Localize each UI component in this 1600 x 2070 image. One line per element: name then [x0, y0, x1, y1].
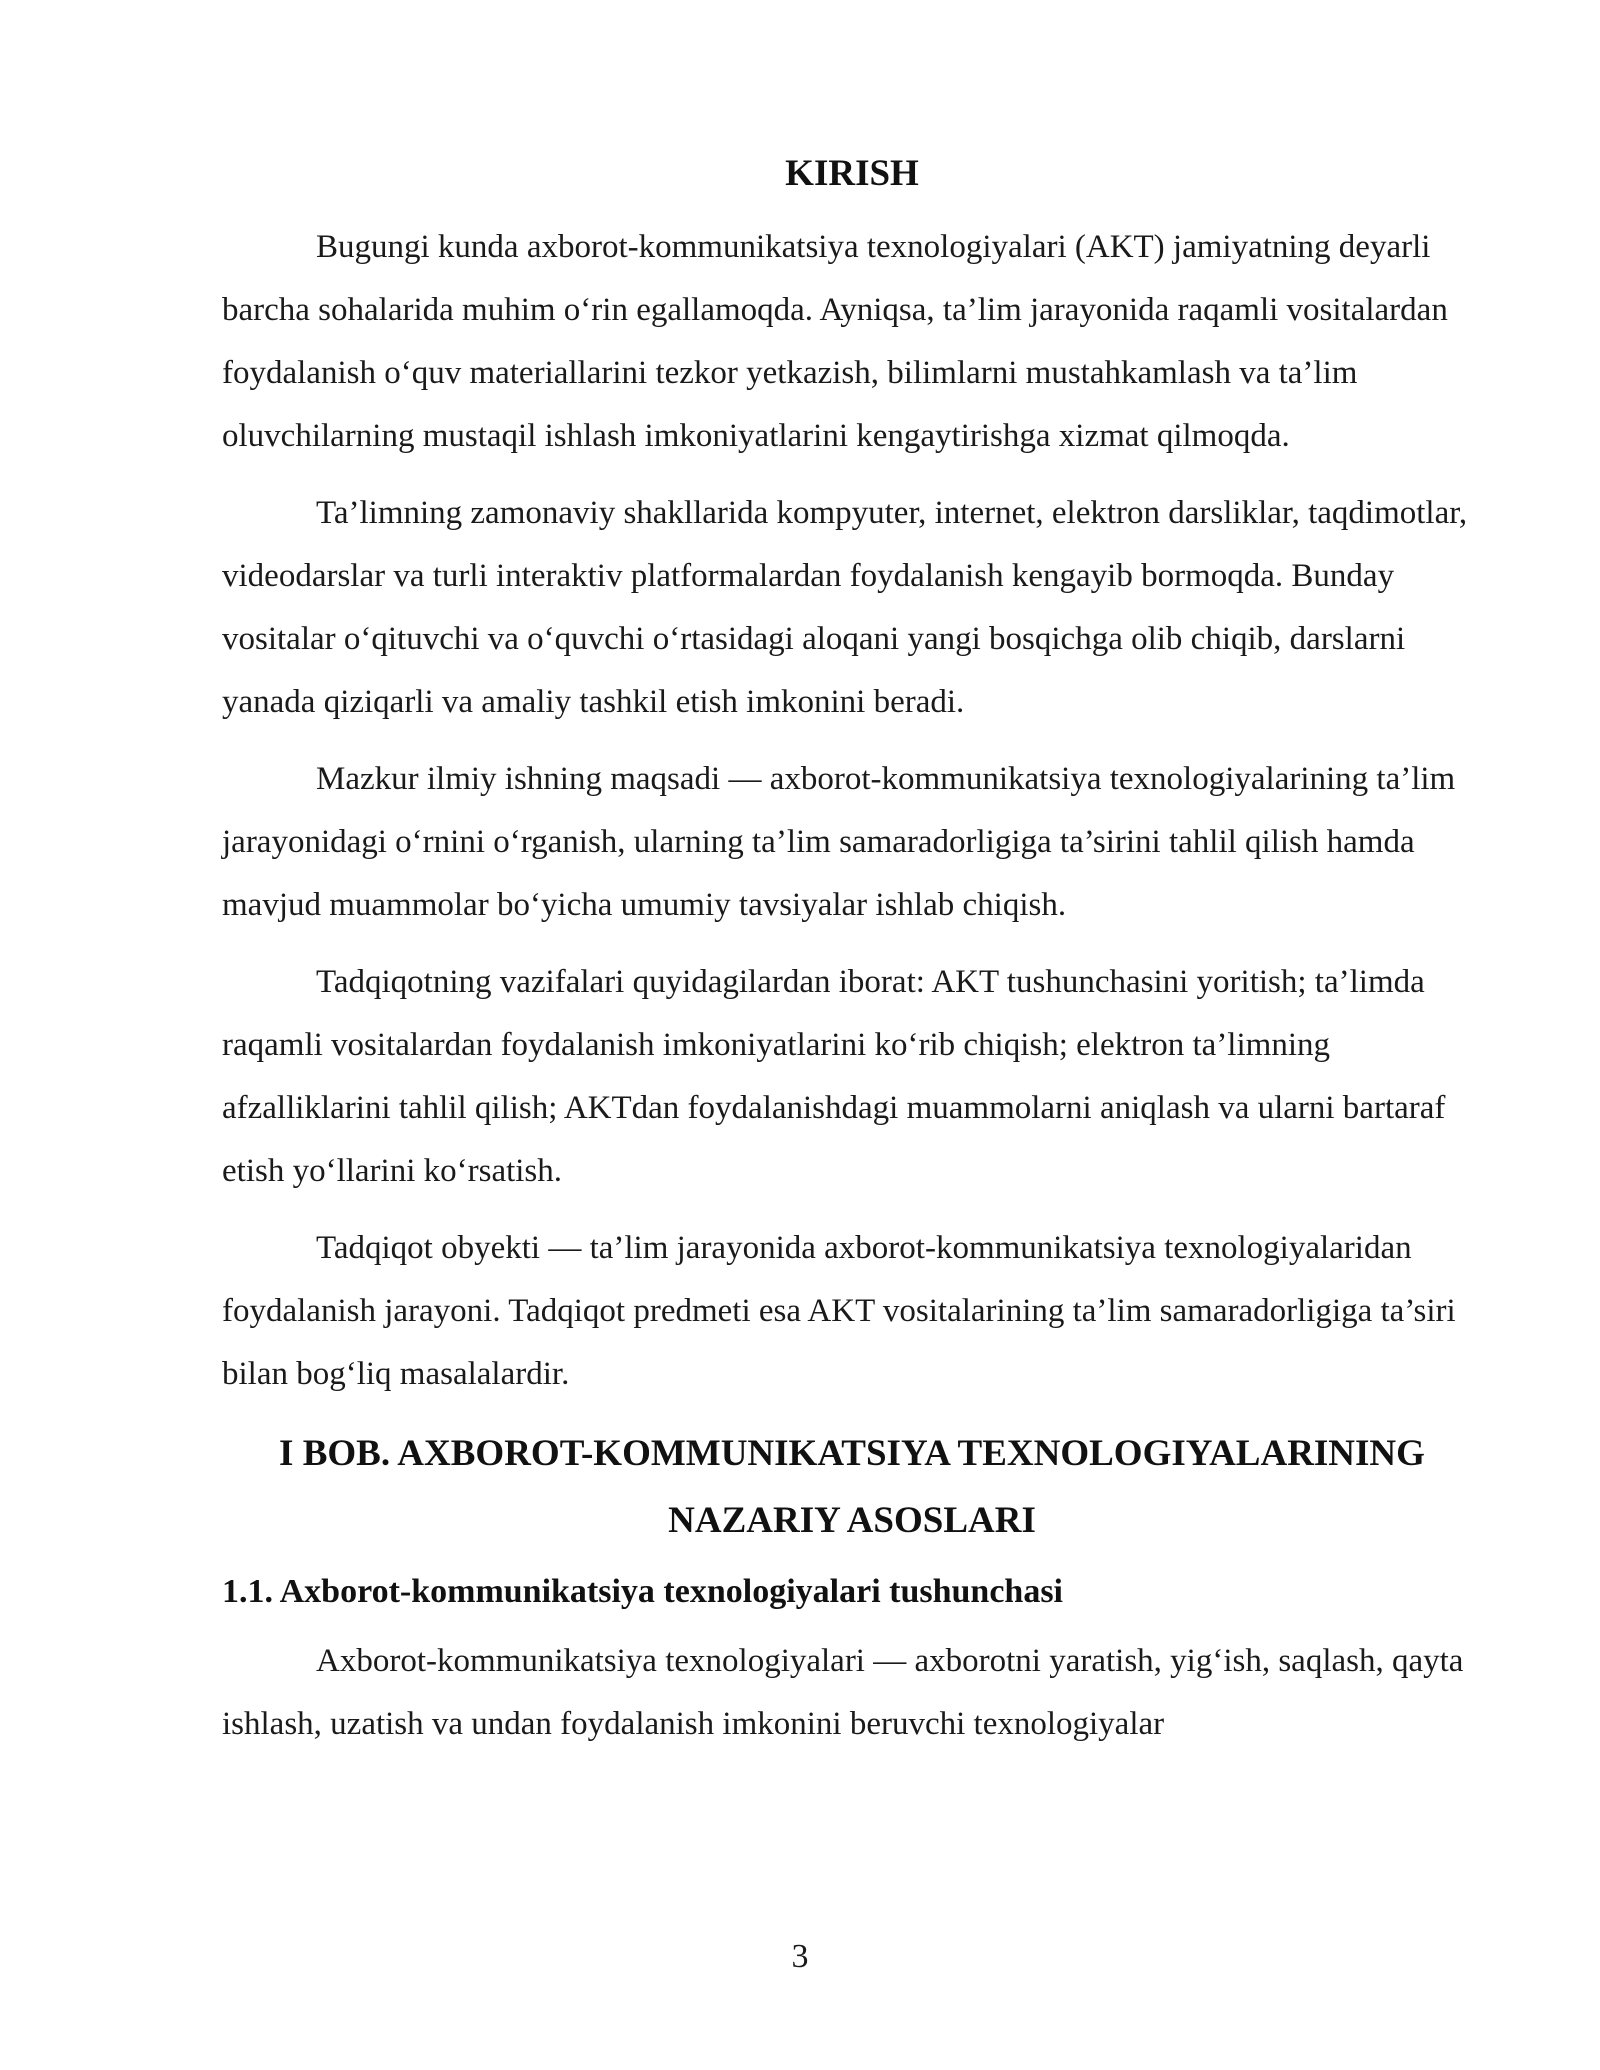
section-paragraph: Axborot-kommunikatsiya texnologiyalari — axborotni yaratish, yig‘ish, saqlash, qayta ishlash, uzatish va undan foydalanish imkonini beruvchi texnologiyalar [222, 1643, 1464, 1742]
page-number: 3 [791, 1938, 809, 1975]
section-heading: 1.1. Axborot-kommunikatsiya texnologiyalari tushunchasi [222, 1573, 1064, 1610]
intro-paragraph-4: Tadqiqotning vazifalari quyidagilardan iborat: AKT tushunchasini yoritish; ta’limda raqamli vositalardan foydalanish imkoniyatlarini ko‘rib chiqish; elektron ta’limning afzalliklarini tahlil qilish; AKTdan foydalanishdagi muammolarni aniqlash va ularni bartaraf etish yo‘llarini ko‘rsatish. [222, 964, 1446, 1189]
intro-paragraph-3: Mazkur ilmiy ishning maqsadi — axborot-kommunikatsiya texnologiyalarining ta’lim jarayonidagi o‘rnini o‘rganish, ularning ta’lim samaradorligiga ta’sirini tahlil qilish hamda mavjud muammolar bo‘yicha umumiy tavsiyalar ishlab chiqish. [222, 761, 1456, 923]
introduction-heading: KIRISH [785, 153, 919, 194]
intro-paragraph-2: Ta’limning zamonaviy shakllarida kompyuter, internet, elektron darsliklar, taqdimotlar, videodarslar va turli interaktiv platformalardan foydalanish kengayib bormoqda. Bunday vositalar o‘qituvchi va o‘quvchi o‘rtasidagi aloqani yangi bosqichga olib chiqib, darslarni yanada qiziqarli va amaliy tashkil etish imkonini beradi. [222, 495, 1468, 720]
intro-paragraph-5: Tadqiqot obyekti — ta’lim jarayonida axborot-kommunikatsiya texnologiyalaridan foydalanish jarayoni. Tadqiqot predmeti esa AKT vositalarining ta’lim samaradorligiga ta’siri bilan bog‘liq masalalardir. [222, 1230, 1456, 1392]
intro-paragraph-1: Bugungi kunda axborot-kommunikatsiya texnologiyalari (AKT) jamiyatning deyarli barcha sohalarida muhim o‘rin egallamoqda. Ayniqsa, ta’lim jarayonida raqamli vositalardan foydalanish o‘quv materiallarini tezkor yetkazish, bilimlarni mustahkamlash va ta’lim oluvchilarning mustaqil ishlash imkoniyatlarini kengaytirishga xizmat qilmoqda. [222, 229, 1448, 454]
page-content [222, 146, 1482, 1756]
chapter-heading: I BOB. AXBOROT-KOMMUNIKATSIYA TEXNOLOGIYALARINING NAZARIY ASOSLARI [279, 1433, 1425, 1541]
